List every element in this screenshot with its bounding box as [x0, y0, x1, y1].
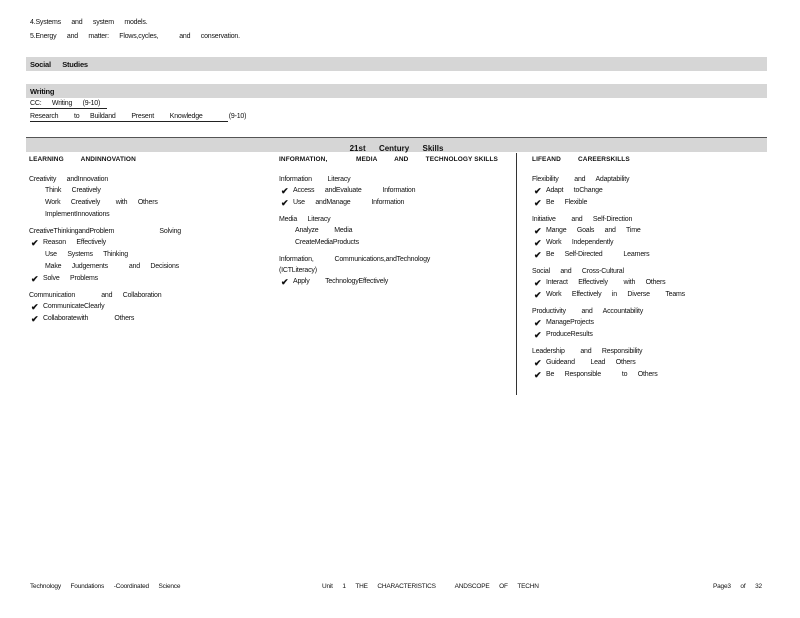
column-heading: LEARNING ANDINNOVATION [29, 156, 136, 163]
writing-standard: CC: Writing (9-10) [30, 100, 107, 109]
skill-item: ✔ Solve Problems [31, 274, 98, 284]
social-studies-section [26, 57, 767, 71]
checkmark-icon: ✔ [31, 314, 39, 324]
category-title: Media Literacy [279, 216, 331, 223]
writing-section [26, 84, 767, 98]
skills-title: 21st Century Skills [349, 144, 444, 153]
skill-item: Use Systems Thinking [45, 251, 128, 258]
category-title-continued: (ICTLiteracy) [279, 267, 317, 274]
skill-category [532, 214, 762, 261]
checkmark-icon: ✔ [534, 238, 542, 248]
column-heading: LIFEAND CAREERSKILLS [532, 156, 630, 163]
skill-item: Think Creatively [45, 187, 101, 194]
checkmark-icon: ✔ [31, 302, 39, 312]
checkmark-icon: ✔ [31, 274, 39, 284]
category-title: Information, Communications,andTechnology [279, 256, 431, 263]
science-practice-line-4: 4.Systems and system models. [30, 19, 148, 26]
social-studies-label: Social Studies [30, 60, 88, 69]
category-title: Creativity andInnovation [29, 176, 109, 183]
checkmark-icon: ✔ [534, 358, 542, 368]
skills-header [26, 138, 767, 152]
footer-course-title: Technology Foundations -Coordinated Science [30, 583, 181, 590]
skill-item: CreateMediaProducts [295, 239, 359, 246]
checkmark-icon: ✔ [534, 250, 542, 260]
writing-strand: Research to Buildand Present Knowledge (9-10) [30, 113, 247, 120]
skill-item: ✔ CommunicateClearly [31, 302, 105, 312]
footer-unit-title: Unit 1 THE CHARACTERISTICS ANDSCOPE OF TECHN [322, 583, 539, 590]
writing-strand-line [30, 113, 247, 122]
category-title: Productivity and Accountability [532, 308, 644, 315]
skill-item: ✔ Work Effectively in Diverse Teams [534, 290, 685, 300]
skill-item: ImplementInnovations [45, 211, 110, 218]
skill-category [29, 290, 269, 325]
category-title: Information Literacy [279, 176, 351, 183]
category-title: CreativeThinkingandProblem Solving [29, 228, 181, 235]
column-divider [516, 153, 517, 395]
skills-column-information [279, 155, 509, 288]
skill-item: Make Judgements and Decisions [45, 263, 179, 270]
checkmark-icon: ✔ [534, 318, 542, 328]
skill-item: ✔ Apply TechnologyEffectively [281, 277, 389, 287]
skills-column-life-career [532, 155, 762, 381]
checkmark-icon: ✔ [534, 330, 542, 340]
skill-category [532, 174, 762, 209]
checkmark-icon: ✔ [534, 186, 542, 196]
category-title: Communication and Collaboration [29, 292, 162, 299]
skill-item: ✔ Be Flexible [534, 198, 588, 208]
skill-item: ✔ Interact Effectively with Others [534, 278, 666, 288]
checkmark-icon: ✔ [534, 278, 542, 288]
footer-page-number: Page3 of 32 [713, 583, 762, 590]
skill-category [532, 306, 762, 341]
skill-item: ✔ Work Independently [534, 238, 614, 248]
category-title: Social and Cross-Cultural [532, 268, 624, 275]
checkmark-icon: ✔ [281, 277, 289, 287]
skill-category [29, 174, 269, 221]
writing-label: Writing [30, 87, 55, 96]
skill-category [29, 226, 269, 285]
skills-column-learning [29, 155, 269, 325]
skill-item: ✔ Use andManage Information [281, 198, 405, 208]
category-title: Leadership and Responsibility [532, 348, 643, 355]
skill-item: ✔ Access andEvaluate Information [281, 186, 416, 196]
skill-item: ✔ Adapt toChange [534, 186, 603, 196]
checkmark-icon: ✔ [281, 186, 289, 196]
category-title: Initiative and Self-Direction [532, 216, 633, 223]
skill-item: ✔ Reason Effectively [31, 238, 106, 248]
skill-item: ✔ Mange Goals and Time [534, 226, 641, 236]
skill-item: ✔ Collaboratewith Others [31, 314, 135, 324]
checkmark-icon: ✔ [534, 226, 542, 236]
skill-item: ✔ ManageProjects [534, 318, 594, 328]
skill-category [532, 266, 762, 301]
checkmark-icon: ✔ [534, 198, 542, 208]
skill-item: ✔ ProduceResults [534, 330, 593, 340]
skill-category [279, 174, 509, 209]
checkmark-icon: ✔ [281, 198, 289, 208]
science-practice-line-5: 5.Energy and matter: Flows,cycles, and conservation. [30, 33, 240, 40]
skill-category [532, 346, 762, 381]
category-title: Flexibility and Adaptability [532, 176, 630, 183]
checkmark-icon: ✔ [534, 290, 542, 300]
skill-item: ✔ Guideand Lead Others [534, 358, 636, 368]
writing-standard-line [30, 100, 107, 109]
skill-item: Work Creatively with Others [45, 199, 158, 206]
skill-category [279, 254, 509, 288]
column-heading: INFORMATION, MEDIA AND TECHNOLOGY SKILLS [279, 156, 498, 163]
checkmark-icon: ✔ [534, 370, 542, 380]
skill-category [279, 214, 509, 249]
checkmark-icon: ✔ [31, 238, 39, 248]
skill-item: Analyze Media [295, 227, 353, 234]
skill-item: ✔ Be Self-Directed Learners [534, 250, 650, 260]
skill-item: ✔ Be Responsible to Others [534, 370, 658, 380]
